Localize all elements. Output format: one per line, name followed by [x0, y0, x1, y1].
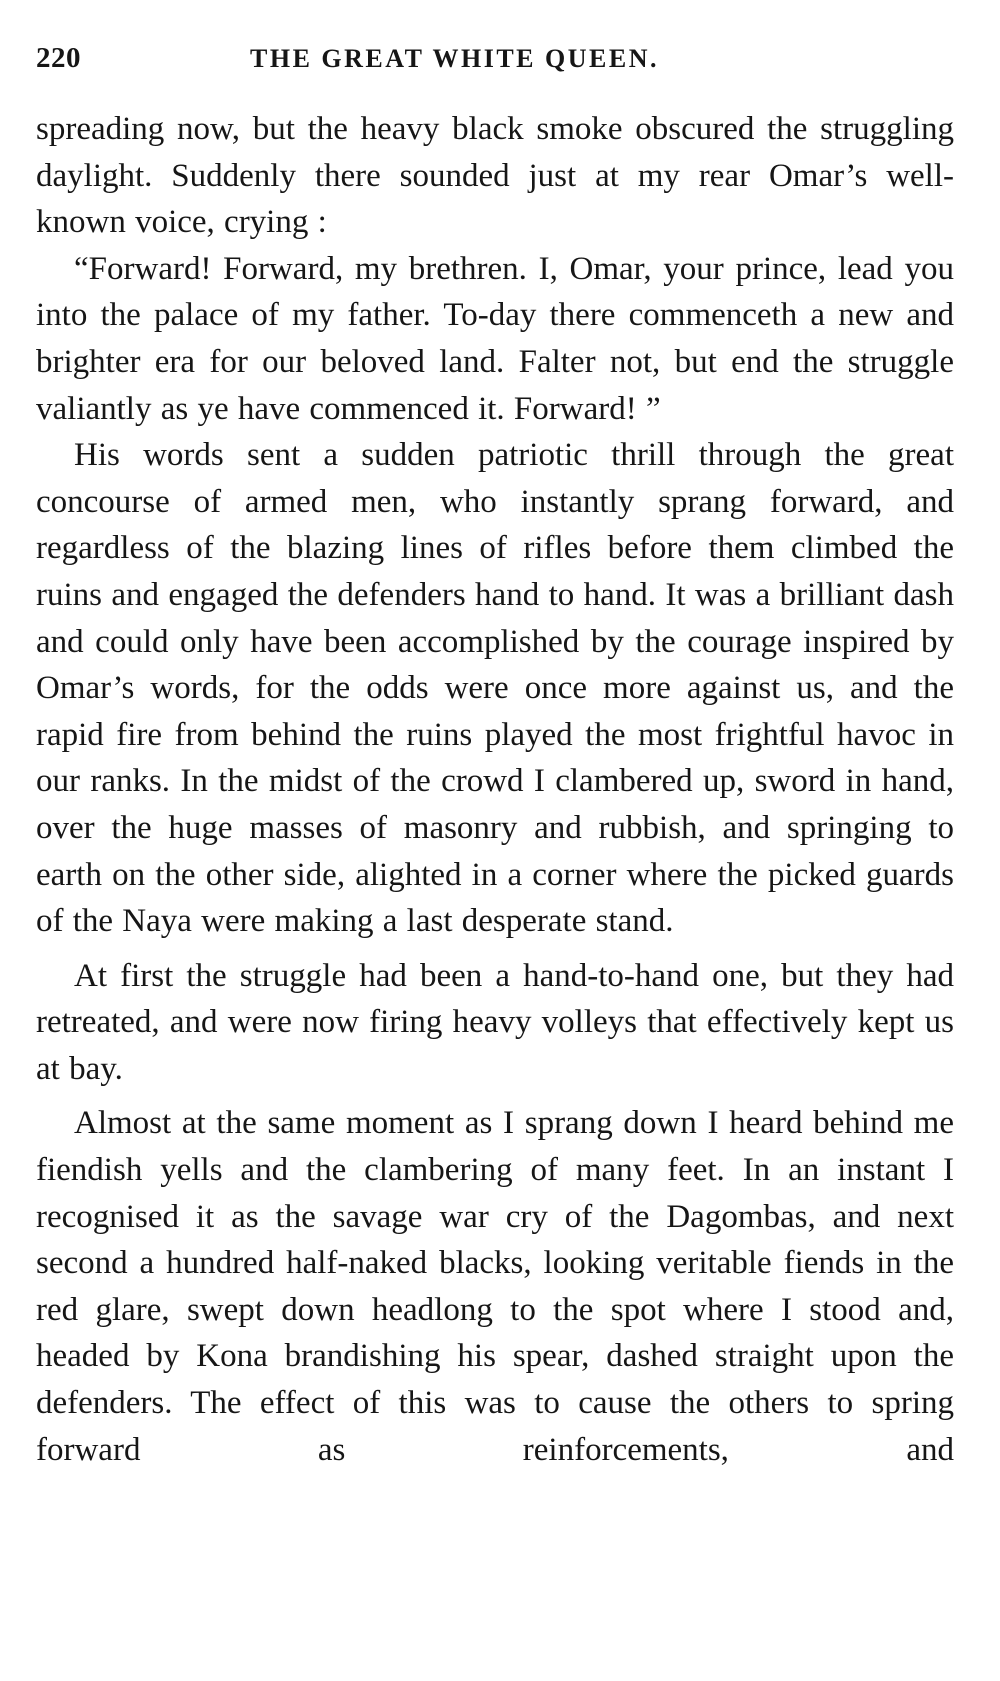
- page-number: 220: [36, 42, 81, 74]
- paragraph-continuation: spreading now, but the heavy black smoke obscured the struggling daylight. Suddenly there sounded just at my rear Omar’s well-known voice, crying :: [36, 111, 954, 241]
- paragraph-speech: “Forward! Forward, my brethren. I, Omar, your prince, lead you into the palace of my father. To-day there commenceth a new and brighter era for our beloved land. Falter not, but end the struggle valiantly as ye have commenced it. Forward! ”: [36, 250, 954, 427]
- book-page: [36, 42, 954, 1473]
- paragraph: At first the struggle had been a hand-to-hand one, but they had retreated, and were now firing heavy volleys that effectively kept us at bay.: [36, 957, 954, 1087]
- running-head: [36, 42, 954, 82]
- running-title: THE GREAT WHITE QUEEN.: [250, 44, 659, 73]
- paragraph: Almost at the same moment as I sprang down I heard behind me fiendish yells and the clambering of many feet. In an instant I recognised it as the savage war cry of the Dagombas, and next second a hundred half-naked blacks, looking veritable fiends in the red glare, swept down headlong to the spot where I stood and, headed by Kona brandishing his spear, dashed straight upon the defenders. The effect of this was to cause the others to spring forward as reinforcements, and: [36, 1105, 954, 1468]
- body-text: [36, 106, 954, 1473]
- paragraph: His words sent a sudden patriotic thrill through the great concourse of armed men, who instantly sprang forward, and regardless of the blazing lines of rifles before them climbed the ruins and engaged the defenders hand to hand. It was a brilliant dash and could only have been accomplished by the courage inspired by Omar’s words, for the odds were once more against us, and the rapid fire from behind the ruins played the most frightful havoc in our ranks. In the midst of the crowd I clambered up, sword in hand, over the huge masses of masonry and rubbish, and springing to earth on the other side, alighted in a corner where the picked guards of the Naya were making a last desperate stand.: [36, 437, 954, 940]
